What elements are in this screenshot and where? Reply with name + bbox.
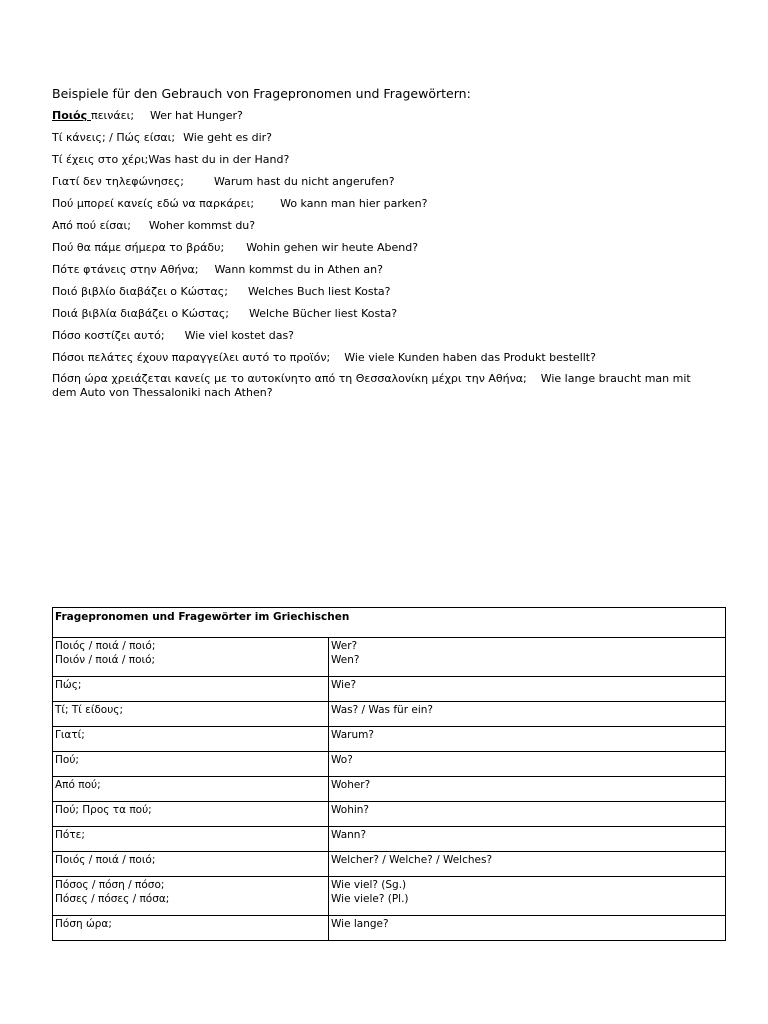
german-cell xyxy=(329,777,726,802)
example-line xyxy=(52,218,712,240)
example-german: Wie lange braucht man mit dem Auto von Thessaloniki nach Athen? xyxy=(52,372,691,399)
table-row xyxy=(53,752,726,777)
german-cell xyxy=(329,827,726,852)
example-greek: Πόση ώρα χρειάζεται κανείς με το αυτοκίνητο από τη Θεσσαλονίκη μέχρι την Αθήνα; xyxy=(52,372,527,385)
example-greek: πεινάει; xyxy=(90,109,135,122)
greek-word: Πού; xyxy=(55,754,79,766)
table-caption-row xyxy=(53,608,726,638)
table-row xyxy=(53,777,726,802)
greek-word: Πόση ώρα; xyxy=(55,918,112,930)
greek-word: Πού; Προς τα πού; xyxy=(55,804,152,816)
examples-list xyxy=(52,108,712,400)
table-caption: Fragepronomen und Fragewörter im Griechischen xyxy=(53,608,726,638)
greek-word: Ποιός / ποιά / ποιό; xyxy=(55,854,156,866)
example-greek: Πού μπορεί κανείς εδώ να παρκάρει; xyxy=(52,197,255,210)
greek-word: Πόσος / πόση / πόσο; xyxy=(55,879,165,891)
german-word: Wie viel? (Sg.) xyxy=(331,879,407,891)
greek-cell xyxy=(53,877,329,916)
example-greek: Τί έχεις στο χέρι; xyxy=(52,153,149,166)
example-line xyxy=(52,152,712,174)
example-greek: Πόσο κοστίζει αυτό; xyxy=(52,329,165,342)
german-cell xyxy=(329,916,726,941)
question-words-table xyxy=(52,607,726,941)
german-word: Warum? xyxy=(331,729,374,741)
example-line xyxy=(52,174,712,196)
german-cell xyxy=(329,752,726,777)
greek-cell xyxy=(53,752,329,777)
german-word: Wie viele? (Pl.) xyxy=(331,893,409,905)
example-line xyxy=(52,284,712,306)
german-word: Wen? xyxy=(331,654,360,666)
example-greek-bold: Ποιός xyxy=(52,109,91,122)
german-word: Wie? xyxy=(331,679,357,691)
table-row xyxy=(53,802,726,827)
table-row xyxy=(53,638,726,677)
greek-cell xyxy=(53,702,329,727)
example-german: Wie viele Kunden haben das Produkt bestellt? xyxy=(344,351,596,364)
table-row xyxy=(53,852,726,877)
german-word: Wohin? xyxy=(331,804,369,816)
example-german: Wie viel kostet das? xyxy=(184,329,295,342)
german-word: Wann? xyxy=(331,829,367,841)
example-german: Wer hat Hunger? xyxy=(150,109,243,122)
german-word: Wo? xyxy=(331,754,353,766)
example-greek: Ποιό βιβλίο διαβάζει ο Κώστας; xyxy=(52,285,228,298)
example-line xyxy=(52,350,712,372)
german-word: Woher? xyxy=(331,779,371,791)
greek-cell xyxy=(53,677,329,702)
table-row xyxy=(53,916,726,941)
example-german: Woher kommst du? xyxy=(148,219,256,232)
german-cell xyxy=(329,852,726,877)
greek-word: Από πού; xyxy=(55,779,101,791)
example-german: Wo kann man hier parken? xyxy=(280,197,428,210)
example-german: Wie geht es dir? xyxy=(183,131,272,144)
german-word: Was? / Was für ein? xyxy=(331,704,433,716)
german-word: Wie lange? xyxy=(331,918,389,930)
example-line xyxy=(52,240,712,262)
example-line xyxy=(52,306,712,328)
german-cell xyxy=(329,877,726,916)
example-line xyxy=(52,328,712,350)
german-cell xyxy=(329,702,726,727)
german-cell xyxy=(329,677,726,702)
table-row xyxy=(53,827,726,852)
table-row xyxy=(53,702,726,727)
german-cell xyxy=(329,727,726,752)
example-german: Wohin gehen wir heute Abend? xyxy=(246,241,419,254)
example-line xyxy=(52,372,712,400)
german-cell xyxy=(329,802,726,827)
table-row xyxy=(53,727,726,752)
example-line xyxy=(52,130,712,152)
example-greek: Τί κάνεις; / Πώς είσαι; xyxy=(52,131,176,144)
example-greek: Γιατί δεν τηλεφώνησες; xyxy=(52,175,184,188)
greek-cell xyxy=(53,852,329,877)
greek-word: Τί; Τί είδους; xyxy=(55,704,123,716)
greek-word: Γιατί; xyxy=(55,729,85,741)
greek-cell xyxy=(53,777,329,802)
example-greek: Πόσοι πελάτες έχουν παραγγείλει αυτό το προϊόν; xyxy=(52,351,331,364)
example-line xyxy=(52,108,712,130)
example-german: Welche Bücher liest Kosta? xyxy=(249,307,398,320)
example-greek: Πού θα πάμε σήμερα το βράδυ; xyxy=(52,241,225,254)
example-line xyxy=(52,262,712,284)
greek-word: Πότε; xyxy=(55,829,85,841)
example-german: Wann kommst du in Athen an? xyxy=(214,263,383,276)
greek-cell xyxy=(53,638,329,677)
table-row xyxy=(53,677,726,702)
greek-cell xyxy=(53,916,329,941)
example-german: Warum hast du nicht angerufen? xyxy=(213,175,395,188)
german-cell xyxy=(329,638,726,677)
example-line xyxy=(52,196,712,218)
example-german: Welches Buch liest Kosta? xyxy=(247,285,391,298)
greek-word: Πώς; xyxy=(55,679,82,691)
greek-word: Πόσες / πόσες / πόσα; xyxy=(55,893,170,905)
example-greek: Από πού είσαι; xyxy=(52,219,131,232)
greek-cell xyxy=(53,802,329,827)
greek-cell xyxy=(53,827,329,852)
example-greek: Ποιά βιβλία διαβάζει ο Κώστας; xyxy=(52,307,229,320)
greek-word: Ποιός / ποιά / ποιό; xyxy=(55,640,156,652)
table-row xyxy=(53,877,726,916)
greek-word: Ποιόν / ποιά / ποιό; xyxy=(55,654,156,666)
greek-cell xyxy=(53,727,329,752)
german-word: Welcher? / Welche? / Welches? xyxy=(331,854,493,866)
page-heading: Beispiele für den Gebrauch von Fragepronomen und Fragewörtern: xyxy=(52,86,471,101)
example-greek: Πότε φτάνεις στην Αθήνα; xyxy=(52,263,199,276)
example-german: Was hast du in der Hand? xyxy=(148,153,290,166)
german-word: Wer? xyxy=(331,640,358,652)
